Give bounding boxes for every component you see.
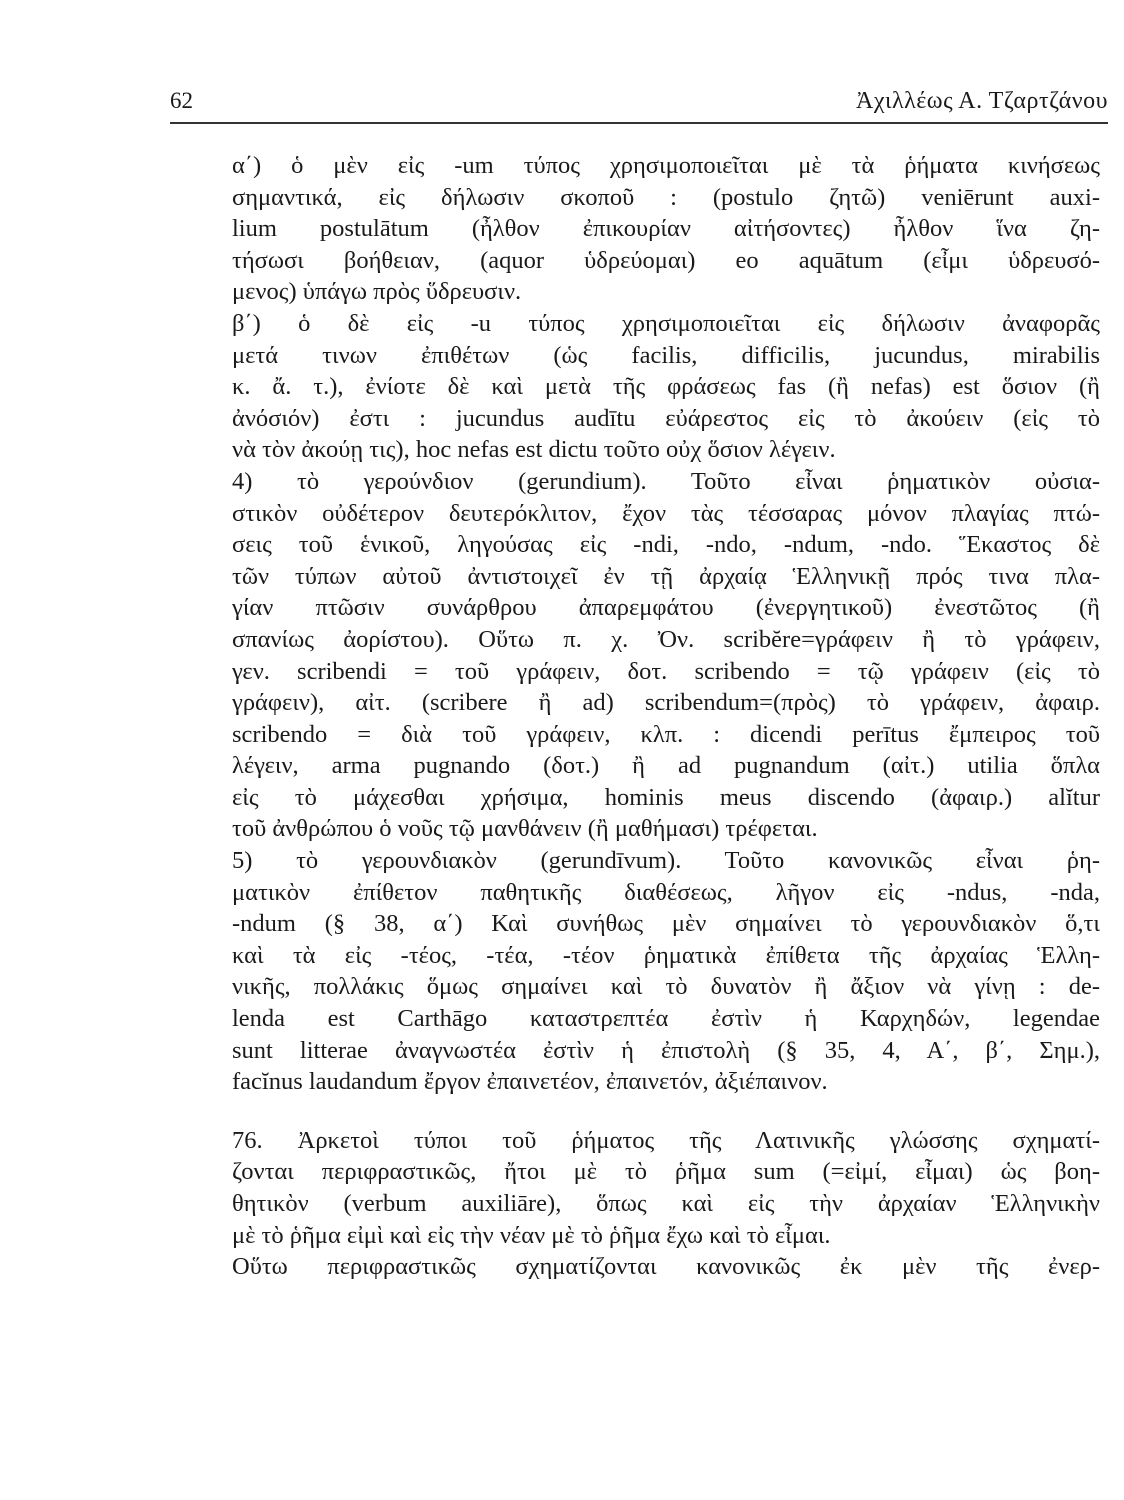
text-line: σπανίως ἀορίστου). Οὕτω π. χ. Ὀν. scribĕre=γράφειν ἢ τὸ γράφειν, xyxy=(232,625,1100,653)
text-line: lium postulātum (ἦλθον ἐπικουρίαν αἰτήσοντες) ἦλθον ἵνα ζη- xyxy=(232,215,1100,243)
text-line: νικῆς, πολλάκις ὅμως σημαίνει καὶ τὸ δυνατὸν ἢ ἄξιον νὰ γίνῃ : de- xyxy=(232,973,1100,1001)
text-line: στικὸν οὐδέτερον δευτερόκλιτον, ἔχον τὰς τέσσαρας μόνον πλαγίας πτώ- xyxy=(232,499,1100,527)
text-line: σεις τοῦ ἑνικοῦ, ληγούσας εἰς -ndi, -ndo, -ndum, -ndo. Ἕκαστος δὲ xyxy=(232,531,1100,559)
text-line: μὲ τὸ ῥῆμα εἰμὶ καὶ εἰς τὴν νέαν μὲ τὸ ῥῆμα ἔχω καὶ τὸ εἶμαι. xyxy=(232,1221,831,1249)
paragraph-gerundive xyxy=(170,845,1100,1098)
text-line: καὶ τὰ εἰς -τέος, -τέα, -τέον ῥηματικὰ ἐπίθετα τῆς ἀρχαίας Ἑλλη- xyxy=(232,941,1100,969)
page-header xyxy=(170,82,1108,124)
text-line: -ndum (§ 38, α΄) Καὶ συνήθως μὲν σημαίνει τὸ γερουνδιακὸν ὅ,τι xyxy=(232,910,1100,938)
text-line: μετά τινων ἐπιθέτων (ὡς facilis, difficilis, jucundus, mirabilis xyxy=(232,341,1100,369)
text-line: λέγειν, arma pugnando (δοτ.) ἢ ad pugnandum (αἰτ.) utilia ὅπλα xyxy=(232,752,1100,780)
text-line: μενος) ὑπάγω πρὸς ὕδρευσιν. xyxy=(232,278,522,306)
text-line: facĭnus laudandum ἔργον ἐπαινετέον, ἐπαινετόν, ἀξιέπαινον. xyxy=(232,1068,828,1096)
text-line: 5) τὸ γερουνδιακὸν (gerundīvum). Τοῦτο κανονικῶς εἶναι ῥη- xyxy=(232,847,1100,875)
text-line: γεν. scribendi = τοῦ γράφειν, δοτ. scribendo = τῷ γράφειν (εἰς τὸ xyxy=(232,657,1100,685)
text-line: sunt litterae ἀναγνωστέα ἐστὶν ἡ ἐπιστολὴ (§ 35, 4, Α΄, β΄, Σημ.), xyxy=(232,1036,1100,1064)
text-line: εἰς τὸ μάχεσθαι χρήσιμα, hominis meus discendo (ἀφαιρ.) alĭtur xyxy=(232,783,1100,811)
text-line: νὰ τὸν ἀκούῃ τις), hoc nefas est dictu τοῦτο οὐχ ὅσιον λέγειν. xyxy=(232,436,836,464)
text-line: α΄) ὁ μὲν εἰς -um τύπος χρησιμοποιεῖται μὲ τὰ ῥήματα κινήσεως xyxy=(232,152,1100,179)
text-line: σημαντικά, εἰς δήλωσιν σκοποῦ : (postulo ζητῶ) veniērunt auxi- xyxy=(232,183,1100,211)
text-line: scribendo = διὰ τοῦ γράφειν, κλπ. : dicendi perītus ἔμπειρος τοῦ xyxy=(232,720,1100,748)
text-line: ἀνόσιόν) ἐστι : jucundus audītu εὐάρεστος εἰς τὸ ἀκούειν (εἰς τὸ xyxy=(232,404,1100,432)
paragraph-alpha xyxy=(170,150,1100,308)
text-line: 4) τὸ γερούνδιον (gerundium). Τοῦτο εἶναι ῥηματικὸν οὐσια- xyxy=(232,467,1100,495)
paragraph-last xyxy=(170,1251,1100,1283)
running-head: Ἀχιλλέως Α. Τζαρτζάνου xyxy=(856,88,1108,114)
text-line: γίαν πτῶσιν συνάρθρου ἀπαρεμφάτου (ἐνεργητικοῦ) ἐνεστῶτος (ἢ xyxy=(232,594,1100,622)
text-line: τοῦ ἀνθρώπου ὁ νοῦς τῷ μανθάνειν (ἢ μαθήμασι) τρέφεται. xyxy=(232,815,818,843)
paragraph-gerund xyxy=(170,466,1100,845)
text-line: κ. ἄ. τ.), ἐνίοτε δὲ καὶ μετὰ τῆς φράσεως fas (ἢ nefas) est ὅσιον (ἢ xyxy=(232,373,1100,401)
text-line: ζονται περιφραστικῶς, ἤτοι μὲ τὸ ῥῆμα sum (=εἰμί, εἶμαι) ὡς βοη- xyxy=(232,1158,1100,1186)
page-number: 62 xyxy=(170,88,193,113)
text-line: γράφειν), αἰτ. (scribere ἢ ad) scribendum=(πρὸς) τὸ γράφειν, ἀφαιρ. xyxy=(232,689,1100,717)
text-line: ματικὸν ἐπίθετον παθητικῆς διαθέσεως, λῆγον εἰς -ndus, -nda, xyxy=(232,878,1100,906)
text-line: lenda est Carthāgo καταστρεπτέα ἐστὶν ἡ Καρχηδών, legendae xyxy=(232,1005,1100,1033)
text-line: θητικὸν (verbum auxiliāre), ὅπως καὶ εἰς τὴν ἀρχαίαν Ἑλληνικὴν xyxy=(232,1190,1100,1217)
text-line: 76. Ἀρκετοὶ τύποι τοῦ ῥήματος τῆς Λατινικῆς γλώσσης σχηματί- xyxy=(232,1126,1100,1154)
body-text xyxy=(170,150,1100,1283)
text-line: β΄) ὁ δὲ εἰς -u τύπος χρησιμοποιεῖται εἰς δήλωσιν ἀναφορᾶς xyxy=(232,309,1100,337)
paragraph-section-76 xyxy=(170,1125,1100,1251)
text-line: τήσωσι βοήθειαν, (aquor ὑδρεύομαι) eo aquātum (εἶμι ὑδρευσό- xyxy=(232,246,1100,274)
text-line: Οὕτω περιφραστικῶς σχηματίζονται κανονικῶς ἐκ μὲν τῆς ἐνερ- xyxy=(232,1253,1100,1281)
paragraph-beta xyxy=(170,308,1100,466)
text-line: τῶν τύπων αὐτοῦ ἀντιστοιχεῖ ἐν τῇ ἀρχαίᾳ Ἑλληνικῇ πρός τινα πλα- xyxy=(232,562,1100,590)
